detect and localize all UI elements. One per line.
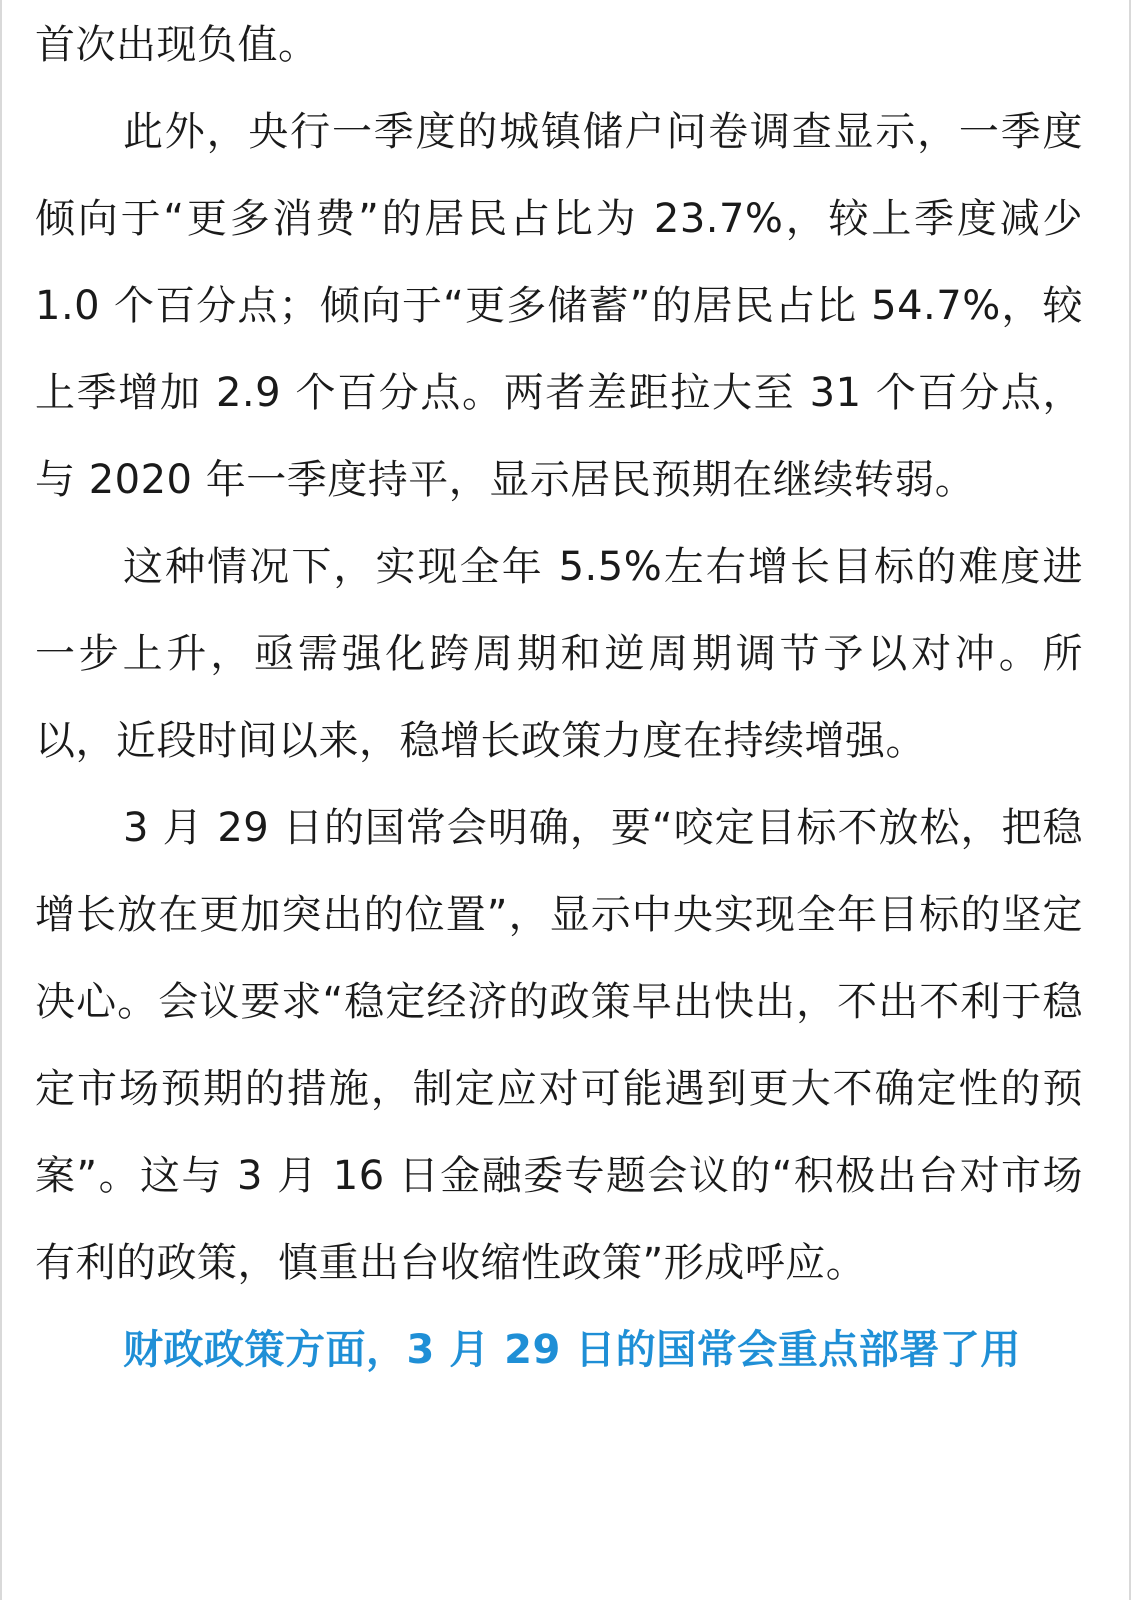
paragraph-fiscal-policy-heading: 财政政策方面，3 月 29 日的国常会重点部署了用 [123, 1327, 1021, 1373]
paragraph-continuation: 首次出现负值。 [35, 22, 319, 68]
paragraph-state-council-meeting: 3 月 29 日的国常会明确，要“咬定目标不放松，把稳增长放在更加突出的位置”，显示中央实现全年目标的坚定决心。会议要求“稳定经济的政策早出快出，不出不利于稳定市场预期的措施，制定应对可能遇到更大不确定性的预案”。这与 3 月 16 日金融委专题会议的“积极出台对市场有利的政策，慎重出台收缩性政策”形成呼应。 [35, 805, 1083, 1286]
article-body [35, 2, 1083, 1394]
paragraph-growth-target: 这种情况下，实现全年 5.5%左右增长目标的难度进一步上升，亟需强化跨周期和逆周期调节予以对冲。所以，近段时间以来，稳增长政策力度在持续增强。 [35, 544, 1083, 764]
paragraph-savings-survey: 此外，央行一季度的城镇储户问卷调查显示，一季度倾向于“更多消费”的居民占比为 23.7%，较上季度减少 1.0 个百分点；倾向于“更多储蓄”的居民占比 54.7%，较上季增加 2.9 个百分点。两者差距拉大至 31 个百分点，与 2020 年一季度持平，显示居民预期在继续转弱。 [35, 109, 1083, 503]
